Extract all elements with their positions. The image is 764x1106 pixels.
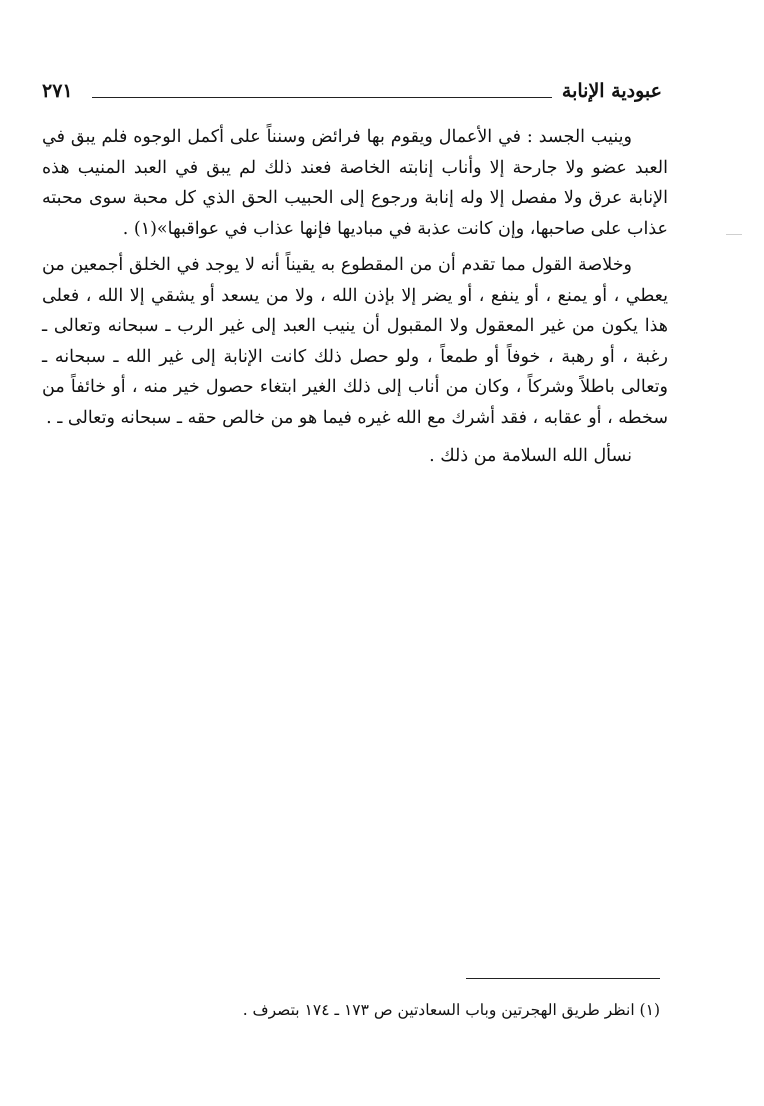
running-header bbox=[42, 80, 662, 114]
footnote-separator bbox=[466, 978, 660, 979]
paragraph-1: وينيب الجسد : في الأعمال ويقوم بها فرائض وسنناً على أكمل الوجوه فلم يبق في العبد عضو ولا جارحة إلا وأناب إنابته الخاصة فعند ذلك لم يبق في العبد المنيب هذه الإنابة عرق ولا مفصل إلا وله إنابة ورجوع إلى الحبيب الحق الذي كل محبة سوى محبته عذاب على صاحبها، وإن كانت عذبة في مباديها فإنها عذاب في عواقبها»(١) . bbox=[42, 127, 669, 239]
paragraph-2: وخلاصة القول مما تقدم أن من المقطوع به يقيناً أنه لا يوجد في الخلق أجمعين من يعطي ، أو يمنع ، أو ينفع ، أو يضر إلا بإذن الله ، ولا من يسعد أو يشقي إلا الله ، فعلى هذا يكون من غير المعقول ولا المقبول أن ينيب العبد إلى غير الرب ـ سبحانه وتعالى ـ رغبة ، أو رهبة ، خوفاً أو طمعاً ، ولو حصل ذلك كانت الإنابة إلى غير الله ـ سبحانه ـ وتعالى باطلاً وشركاً ، وكان من أناب إلى ذلك الغير ابتغاء حصول خير منه ، أو خائفاً من سخطه ، أو عقابه ، فقد أشرك مع الله غيره فيما هو من خالص حقه ـ سبحانه وتعالى ـ . bbox=[42, 255, 668, 428]
scan-artifact bbox=[726, 234, 742, 235]
main-text bbox=[42, 122, 668, 478]
chapter-title: عبودية الإنابة bbox=[561, 80, 662, 102]
paragraph-3: نسأل الله السلامة من ذلك . bbox=[429, 446, 632, 466]
header-rule bbox=[92, 97, 552, 98]
footnote: (١) انظر طريق الهجرتين وباب السعادتين ص ١٧٣ ـ ١٧٤ بتصرف . bbox=[242, 1001, 660, 1019]
page-number: ٢٧١ bbox=[42, 80, 73, 102]
